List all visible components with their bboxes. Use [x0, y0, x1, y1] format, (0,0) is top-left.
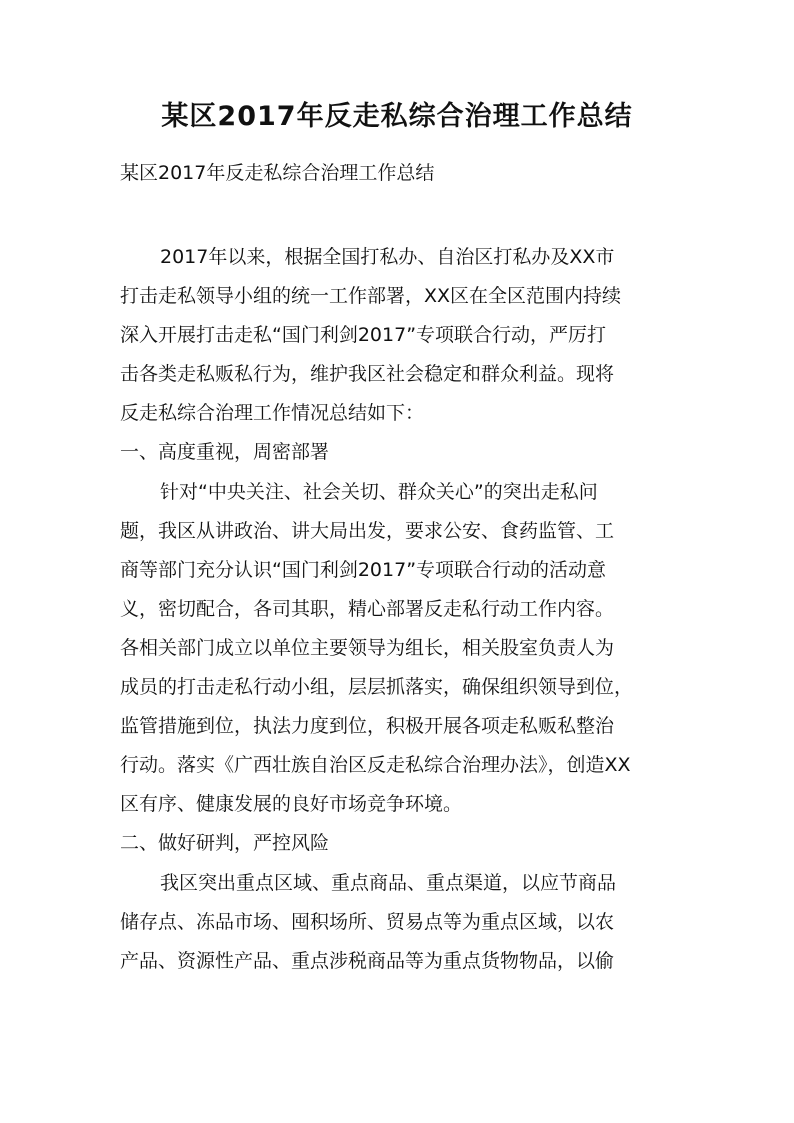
- paragraph-2-line-9: 区有序、健康发展的良好市场竞争环境。: [120, 793, 463, 816]
- paragraph-2-line-5: 各相关部门成立以单位主要领导为组长，相关股室负责人为: [120, 636, 615, 659]
- paragraph-2-line-1: 针对“中央关注、社会关切、群众关心”的突出走私问: [160, 480, 598, 503]
- paragraph-3-line-2: 储存点、冻品市场、囤积场所、贸易点等为重点区域，以农: [120, 910, 615, 933]
- paragraph-1-line-2: 打击走私领导小组的统一工作部署，XX区在全区范围内持续: [120, 285, 622, 308]
- paragraph-2-line-7: 监管措施到位，执法力度到位，积极开展各项走私贩私整治: [120, 715, 615, 738]
- section-heading-1: 一、高度重视，周密部署: [120, 441, 330, 464]
- paragraph-1-line-4: 击各类走私贩私行为，维护我区社会稳定和群众利益。现将: [120, 363, 615, 386]
- paragraph-2-line-4: 义，密切配合，各司其职，精心部署反走私行动工作内容。: [120, 597, 615, 620]
- paragraph-2-line-8: 行动。落实《广西壮族自治区反走私综合治理办法》，创造XX: [120, 754, 631, 777]
- paragraph-3-line-1: 我区突出重点区域、重点商品、重点渠道，以应节商品: [160, 871, 617, 894]
- paragraph-2-line-3: 商等部门充分认识“国门利剑2017”专项联合行动的活动意: [120, 558, 607, 581]
- section-heading-2: 二、做好研判，严控风险: [120, 832, 330, 855]
- paragraph-1-line-1: 2017年以来，根据全国打私办、自治区打私办及XX市: [160, 246, 615, 268]
- document-title: 某区2017年反走私综合治理工作总结: [161, 101, 633, 132]
- paragraph-1-line-5: 反走私综合治理工作情况总结如下：: [120, 402, 425, 425]
- document-subtitle: 某区2017年反走私综合治理工作总结: [120, 162, 435, 184]
- paragraph-3-line-3: 产品、资源性产品、重点涉税商品等为重点货物物品，以偷: [120, 949, 615, 972]
- paragraph-2-line-6: 成员的打击走私行动小组，层层抓落实，确保组织领导到位，: [120, 676, 634, 699]
- paragraph-2-line-2: 题，我区从讲政治、讲大局出发，要求公安、食药监管、工: [120, 519, 615, 542]
- paragraph-1-line-3: 深入开展打击走私“国门利剑2017”专项联合行动，严厉打: [120, 324, 607, 347]
- document-body: [120, 238, 680, 981]
